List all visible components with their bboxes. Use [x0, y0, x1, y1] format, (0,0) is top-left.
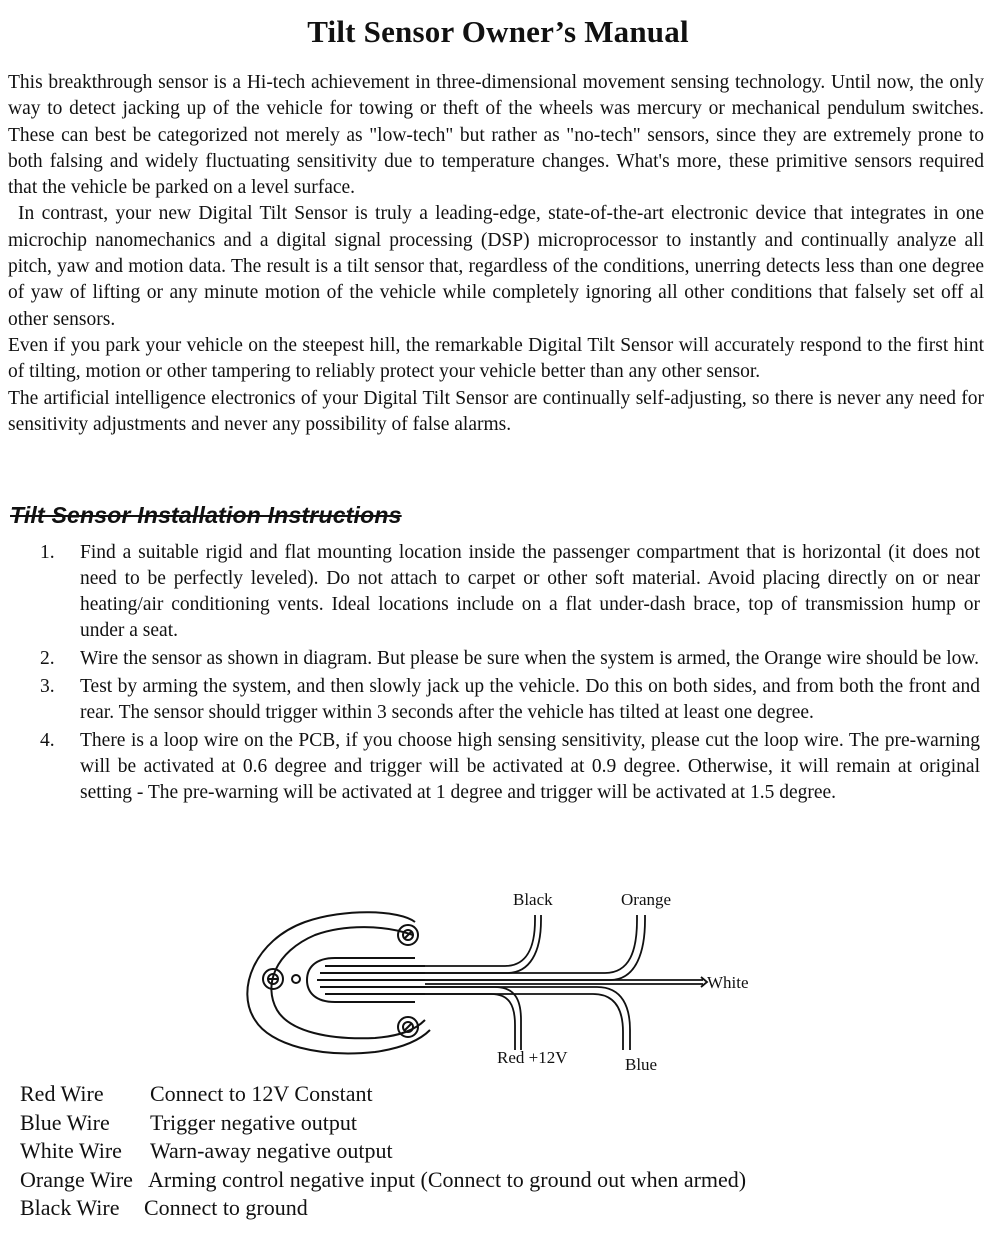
step-text: Test by arming the system, and then slowly jack up the vehicle. Do this on both sides, and from both the front and rear. The sensor should trigger within 3 seconds after the vehicle has tilted at least one degree.	[80, 676, 980, 723]
step-text: Wire the sensor as shown in diagram. But please be sure when the system is armed, the Orange wire should be low.	[80, 648, 980, 669]
intro-paragraph: In contrast, your new Digital Tilt Sensor is truly a leading-edge, state-of-the-art electronic device that integrates in one microchip nanomechanics and a digital signal processing (DSP) microprocessor to instantly and continually analyze all pitch, yaw and motion data. The result is a tilt sensor that, regardless of the conditions, unerring detects less than one degree of yaw of lifting or any minute motion of the vehicle while completely ignoring all other conditions that falsely set off al other sensors.	[8, 203, 984, 330]
mount-hole-icon	[292, 975, 300, 983]
step-item	[40, 646, 980, 672]
diagram-label-orange: Orange	[621, 890, 672, 909]
wire-description: Arming control negative input (Connect to ground out when armed)	[148, 1166, 747, 1192]
intro-text	[8, 70, 984, 438]
wire-name: Blue Wire	[20, 1109, 110, 1135]
white-wire-line	[425, 977, 707, 987]
wire-row	[20, 1166, 746, 1195]
screw-icon	[263, 969, 283, 989]
diagram-label-blue: Blue	[625, 1055, 658, 1074]
wire-name: Orange Wire	[20, 1166, 133, 1192]
wire-name: White Wire	[20, 1138, 122, 1163]
wire-description: Warn-away negative output	[150, 1138, 393, 1163]
wiring-diagram	[225, 880, 785, 1080]
intro-paragraph: The artificial intelligence electronics of your Digital Tilt Sensor are continually self-adjusting, so there is never any need for sensitivity adjustments and never any possibility of false alarms.	[8, 387, 984, 435]
wire-row	[20, 1080, 746, 1109]
wire-name: Red Wire	[20, 1081, 104, 1106]
diagram-label-black: Black	[513, 890, 553, 909]
wire-description: Trigger negative output	[150, 1109, 357, 1135]
wire-row	[20, 1194, 746, 1223]
step-number: 3.	[40, 676, 55, 697]
black-wire-line	[425, 915, 541, 973]
page-title: Tilt Sensor Owner’s Manual	[307, 14, 689, 49]
step-number: 2.	[40, 648, 55, 669]
step-text: Find a suitable rigid and flat mounting location inside the passenger compartment that is horizontal (it does not need to be perfectly leveled). Do not attach to carpet or other soft material. Avoid placing directly on or near heating/air conditioning vents. Ideal locations include on a flat under-dash brace, top of transmission hump or under a seat.	[80, 542, 980, 641]
blue-wire-line	[425, 987, 630, 1050]
wire-legend	[20, 1080, 746, 1223]
wire-description: Connect to 12V Constant	[150, 1081, 373, 1106]
red-wire-line	[425, 987, 521, 1050]
wire-row	[20, 1137, 746, 1166]
step-number: 4.	[40, 730, 55, 751]
installation-heading: Tilt Sensor Installation Instructions	[10, 502, 402, 528]
diagram-label-red: Red +12V	[497, 1048, 568, 1067]
wire-description: Connect to ground	[144, 1195, 308, 1220]
step-item	[40, 540, 980, 644]
step-text: There is a loop wire on the PCB, if you choose high sensing sensitivity, please cut the loop wire. The pre-warning will be activated at 0.6 degree and trigger will be activated at 0.9 degree. Otherwise, it will remain at original setting - The pre-warning will be activated at 1 degree and trigger will be activated at 1.5 degree.	[80, 730, 980, 803]
intro-paragraph: This breakthrough sensor is a Hi-tech achievement in three-dimensional movement sensing technology. Until now, the only way to detect jacking up of the vehicle for towing or theft of the wheels was mercury or mechanical pendulum switches. These can best be categorized not merely as "low-tech" but rather as "no-tech" sensors, since they are extremely prone to both falsing and widely fluctuating sensitivity due to temperature changes. What's more, these primitive sensors required that the vehicle be parked on a level surface.	[8, 72, 984, 199]
step-number: 1.	[40, 542, 55, 563]
wire-row	[20, 1109, 746, 1138]
screw-icon	[398, 925, 418, 945]
wire-name: Black Wire	[20, 1195, 120, 1220]
installation-steps	[40, 540, 980, 808]
intro-paragraph: Even if you park your vehicle on the steepest hill, the remarkable Digital Tilt Sensor will accurately respond to the first hint of tilting, motion or other tampering to reliably protect your vehicle better than any other sensor.	[8, 334, 984, 383]
diagram-label-white: White	[707, 973, 749, 992]
step-item	[40, 728, 980, 806]
step-item	[40, 674, 980, 726]
